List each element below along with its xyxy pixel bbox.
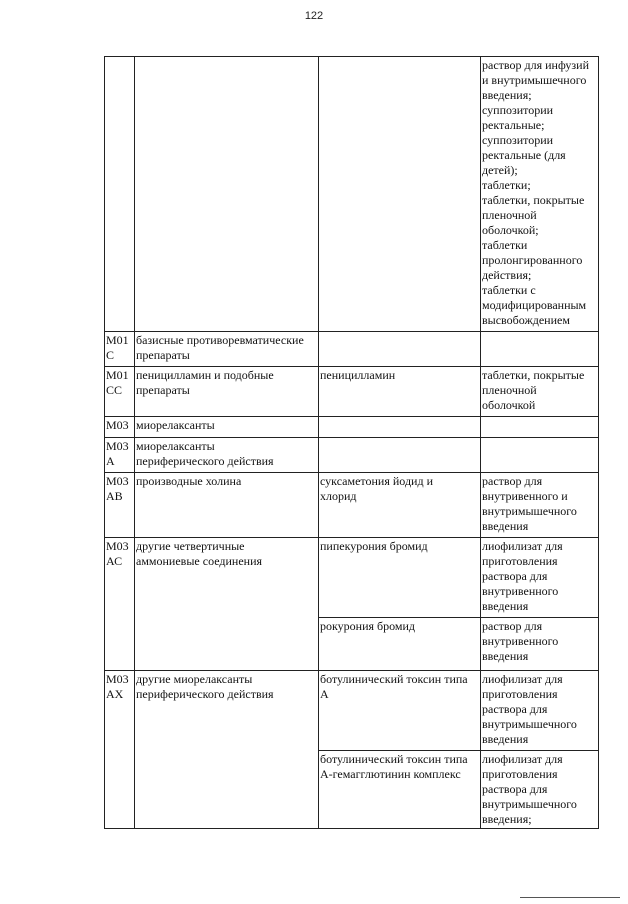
dosage-form-cell: лиофилизат для приготовления раствора для внутривенного введения (481, 538, 599, 618)
dosage-form-cell: лиофилизат для приготовления раствора для внутримышечного введения (481, 671, 599, 751)
table-row (105, 538, 599, 618)
atc-code-cell: М03 АХ (105, 671, 135, 829)
group-name-cell: другие миорелаксанты периферического действия (135, 671, 319, 829)
drug-name-cell (319, 57, 481, 332)
atc-code-cell: М01 СС (105, 367, 135, 417)
table-row (105, 438, 599, 473)
group-name-cell: производные холина (135, 473, 319, 538)
group-name-cell: миорелаксанты (135, 417, 319, 438)
atc-code-cell: М01 С (105, 332, 135, 367)
drug-name-cell (319, 417, 481, 438)
footer-rule (520, 897, 620, 898)
atc-code-cell: М03 А (105, 438, 135, 473)
group-name-cell (135, 57, 319, 332)
page-number: 122 (304, 10, 324, 22)
group-name-cell: базисные противоревматические препараты (135, 332, 319, 367)
drug-name-cell: рокурония бромид (319, 618, 481, 671)
drug-name-cell: пеницилламин (319, 367, 481, 417)
table-row (105, 417, 599, 438)
dosage-form-cell: таблетки, покрытые пленочной оболочкой (481, 367, 599, 417)
drug-name-cell (319, 438, 481, 473)
table-row (105, 473, 599, 538)
dosage-form-cell (481, 417, 599, 438)
table-row (105, 671, 599, 751)
group-name-cell: пеницилламин и подобные препараты (135, 367, 319, 417)
dosage-form-cell: раствор для инфузий и внутримышечного введения; суппозитории ректальные; суппозитории ректальные (для детей); таблетки; таблетки, покрытые пленочной оболочкой; таблетки пролонгированного действия; таблетки с модифицированным высвобождением (481, 57, 599, 332)
dosage-form-cell: раствор для внутривенного и внутримышечного введения (481, 473, 599, 538)
drug-name-cell (319, 332, 481, 367)
drug-name-cell: ботулинический токсин типа А-гемагглютинин комплекс (319, 751, 481, 829)
drug-name-cell: пипекурония бромид (319, 538, 481, 618)
group-name-cell: другие четвертичные аммониевые соединения (135, 538, 319, 671)
table-row (105, 367, 599, 417)
atc-code-cell (105, 57, 135, 332)
dosage-form-cell (481, 438, 599, 473)
dosage-form-cell: раствор для внутривенного введения (481, 618, 599, 671)
table-row (105, 332, 599, 367)
table-row (105, 57, 599, 332)
atc-code-cell: М03 (105, 417, 135, 438)
drug-name-cell: ботулинический токсин типа А (319, 671, 481, 751)
drug-table (104, 56, 599, 829)
dosage-form-cell (481, 332, 599, 367)
atc-code-cell: М03 АС (105, 538, 135, 671)
group-name-cell: миорелаксанты периферического действия (135, 438, 319, 473)
atc-code-cell: М03 АВ (105, 473, 135, 538)
dosage-form-cell: лиофилизат для приготовления раствора для внутримышечного введения; (481, 751, 599, 829)
drug-name-cell: суксаметония йодид и хлорид (319, 473, 481, 538)
